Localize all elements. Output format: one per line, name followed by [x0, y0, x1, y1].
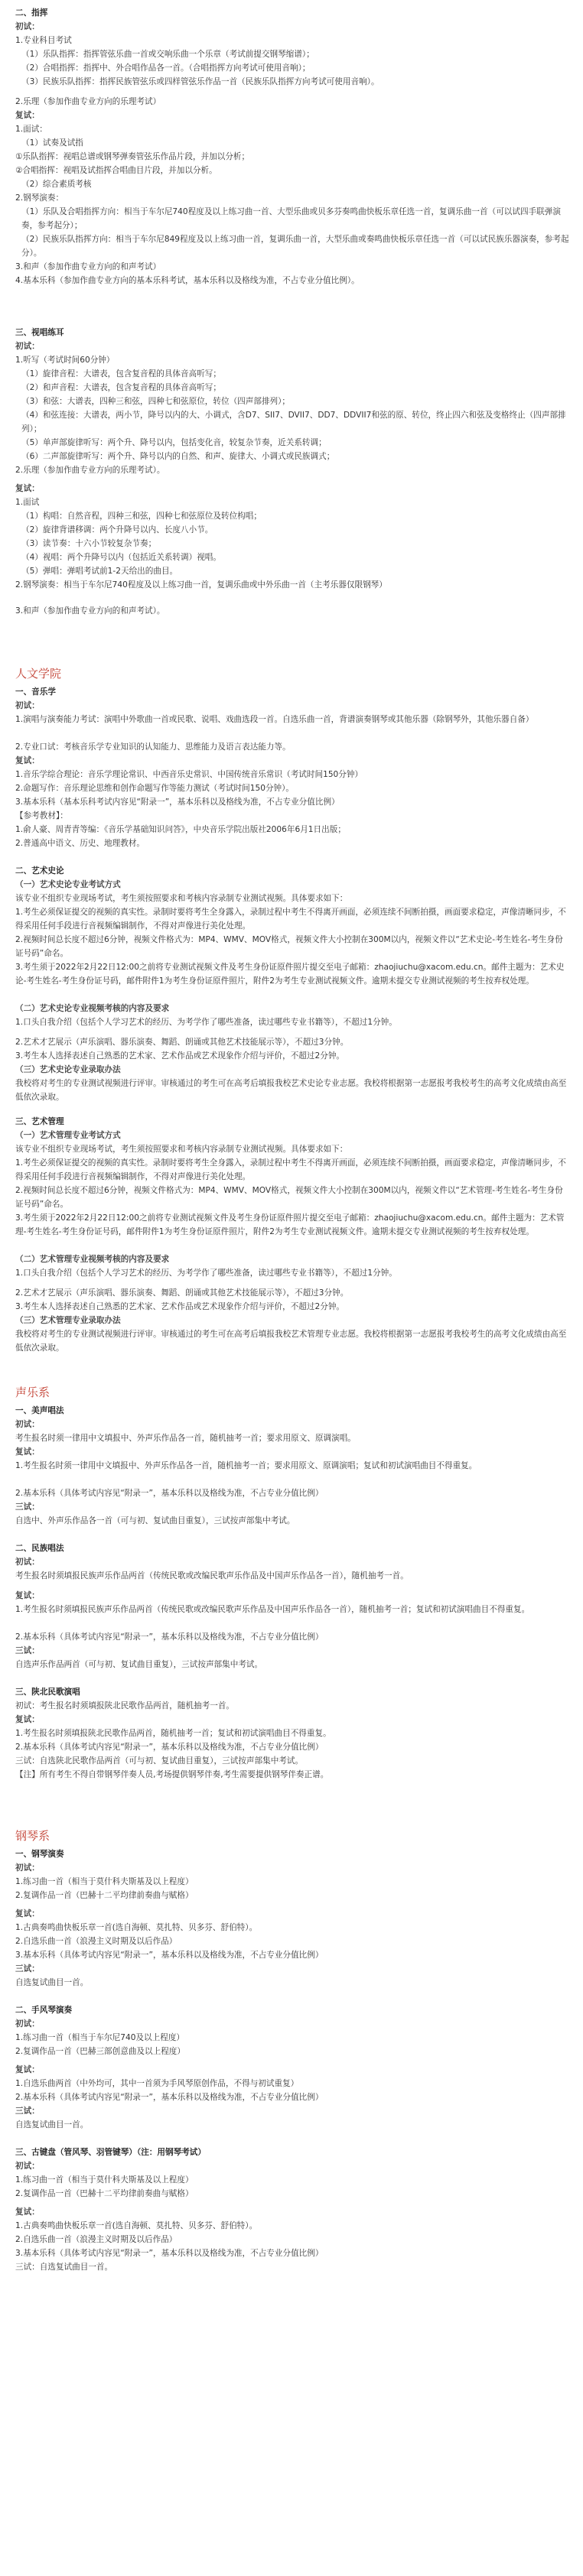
text-line: 3.基本乐科（基本乐科考试内容见“附录一”，基本乐科以及格线为准，不占专业分值比例）: [15, 797, 340, 807]
section-heading: 声乐系: [15, 1385, 50, 1399]
text-line: 1.面试: [15, 498, 40, 507]
text-line: ②合唱指挥：视唱及试指挥合唱曲目片段，并加以分析。: [15, 166, 217, 175]
text-line: 该专业不组织专业现场考试，考生须按照要求和考核内容录制专业测试视频。具体要求如下：: [15, 1145, 348, 1154]
text-line: 复试：: [15, 484, 40, 493]
text-line: （6）二声部旋律听写：两个升、降号以内的自然、和声、旋律大、小调式或民族调式；: [21, 452, 335, 461]
text-line: 复试：: [15, 111, 40, 120]
text-line: （1）试奏及试指: [21, 138, 83, 148]
text-line: 1.古典奏鸣曲快板乐章一首(选自海顿、莫扎特、贝多芬、舒伯特）。: [15, 2221, 258, 2230]
text-line: 2.艺术才艺展示（声乐演唱、器乐演奏、舞蹈、朗诵或其他艺术技能展示等），不超过3分钟。: [15, 1038, 349, 1047]
text-line: 1.古典奏鸣曲快板乐章一首(选自海顿、莫扎特、贝多芬、舒伯特）。: [15, 1923, 258, 1932]
text-line: 1.考生报名时须填报民族声乐作品两首（传统民歌或改编民歌声乐作品及中国声乐作品各一首），随机抽考一首；复试和初试演唱曲目不得重复。: [15, 1605, 530, 1614]
text-line: 复试：: [15, 2065, 40, 2074]
text-line: 初试：: [15, 342, 40, 351]
text-line: （三）艺术史论专业录取办法: [15, 1065, 121, 1074]
text-line: 3.考生须于2022年2月22日12:00之前将专业测试视频文件及考生身份证原件照片提交至电子邮箱：zhaojiuchu@xacom.edu.cn。邮件主题为：艺术史论-考生姓名-考生身份证号码，邮件附件1为考生身份证原件照片，附件2为考生专业测试视频文件。逾期未提交专业测试视频的考生按弃权处理。: [15, 963, 565, 986]
subsection-heading: 二、民族唱法: [15, 1544, 64, 1553]
text-line: （1）构唱：自然音程，四种三和弦，四种七和弦原位及转位构唱；: [21, 512, 262, 521]
text-line: 2.基本乐科（具体考试内容见“附录一”，基本乐科以及格线为准，不占专业分值比例）: [15, 2093, 324, 2102]
text-line: （1）旋律音程：大谱表，包含复音程的具体音高听写；: [21, 369, 221, 378]
text-line: 考生报名时须一律用中文填报中、外声乐作品各一首，随机抽考一首；要求用原文、原调演唱。: [15, 1434, 356, 1443]
text-line: 初试：: [15, 701, 40, 710]
text-line: （2）民族乐队指挥方向：相当于车尔尼849程度及以上练习曲一首，复调乐曲一首，大型乐曲或奏鸣曲快板乐章任选一首（可以试民族乐器演奏，参考起分）。: [21, 235, 569, 258]
text-line: （2）综合素质考核: [21, 180, 92, 189]
text-line: 1.考生报名时须一律用中文填报中、外声乐作品各一首，随机抽考一首；要求用原文、原调演唱；复试和初试演唱曲目不得重复。: [15, 1461, 477, 1470]
text-line: ①乐队指挥：视唱总谱或钢琴弹奏管弦乐作品片段，并加以分析；: [15, 152, 250, 161]
text-line: 4.基本乐科（参加作曲专业方向的基本乐科考试，基本乐科以及格线为准，不占专业分值比例）。: [15, 276, 360, 285]
text-line: 三试：: [15, 2107, 40, 2116]
text-line: 2.钢琴演奏：: [15, 193, 64, 203]
text-line: 2.基本乐科（具体考试内容见“附录一”，基本乐科以及格线为准，不占专业分值比例）: [15, 1743, 324, 1752]
text-line: （二）艺术管理专业视频考核的内容及要求: [15, 1255, 170, 1264]
text-line: 三试：自选陕北民歌作品两首（可与初、复试曲目重复），三试按声部集中考试。: [15, 1756, 304, 1766]
text-line: 1.听写（考试时间60分钟）: [15, 356, 115, 365]
subsection-heading: 三、陕北民歌演唱: [15, 1688, 80, 1697]
subsection-heading: 一、钢琴演奏: [15, 1850, 64, 1859]
text-line: 1.音乐学综合理论：音乐学理论常识、中西音乐史常识、中国传统音乐常识（考试时间150分钟）: [15, 770, 363, 779]
text-line: （5）单声部旋律听写：两个升、降号以内，包括变化音，较复杂节奏，近关系转调；: [21, 438, 327, 447]
text-line: 三试：: [15, 1964, 40, 1973]
text-line: 2.艺术才艺展示（声乐演唱、器乐演奏、舞蹈、朗诵或其他艺术技能展示等），不超过3分钟。: [15, 1288, 349, 1298]
text-line: 自选声乐作品两首（可与初、复试曲目重复），三试按声部集中考试。: [15, 1660, 263, 1669]
text-line: 2.乐理（参加作曲专业方向的乐理考试）: [15, 97, 161, 106]
text-line: 【参考教材】：: [15, 811, 68, 820]
text-line: 3.和声（参加作曲专业方向的和声考试）: [15, 262, 161, 271]
text-line: （2）旋律背谱移调：两个升降号以内、长度八小节。: [21, 525, 213, 534]
text-line: 复试：: [15, 1715, 40, 1724]
text-line: （1）乐队及合唱指挥方向：相当于车尔尼740程度及以上练习曲一首、大型乐曲或贝多芬奏鸣曲快板乐章任选一首，复调乐曲一首（可以试四手联弹演奏，参考起分）；: [21, 207, 561, 230]
text-line: （2）合唱指挥：指挥中、外合唱作品各一首。（合唱指挥方向考试可使用音响）；: [21, 63, 311, 73]
text-line: 1.考生报名时须填报陕北民歌作品两首，随机抽考一首；复试和初试演唱曲目不得重复。: [15, 1729, 331, 1738]
text-line: 1.练习曲一首（相当于莫什科夫斯基及以上程度）: [15, 2175, 194, 2185]
text-line: 我校将对考生的专业测试视频进行评审。审核通过的考生可在高考后填报我校艺术管理专业志愿。我校将根据第一志愿报考我校考生的高考文化成绩由高至低依次录取。: [15, 1330, 567, 1353]
text-line: 1.口头自我介绍（包括个人学习艺术的经历、为考学作了哪些准备，读过哪些专业书籍等），不超过1分钟。: [15, 1269, 397, 1278]
text-line: 3.基本乐科（具体考试内容见“附录一”，基本乐科以及格线为准，不占专业分值比例）: [15, 1951, 324, 1960]
text-line: 1.口头自我介绍（包括个人学习艺术的经历、为考学作了哪些准备，读过哪些专业书籍等），不超过1分钟。: [15, 1018, 397, 1027]
text-line: 2.乐理（参加作曲专业方向的乐理考试）。: [15, 466, 165, 475]
text-line: 1.考生必须保证提交的视频的真实性。录制时要将考生全身露入，录制过程中考生不得离开画面，必须连续不间断拍摄，画面要求稳定，声像清晰同步，不得采用任何手段进行音视频编辑制作，不得对声像进行美化处理。: [15, 908, 566, 931]
text-line: 2.复调作品一首（巴赫三部创意曲及以上程度）: [15, 2047, 185, 2056]
text-line: 2.基本乐科（具体考试内容见“附录一”，基本乐科以及格线为准，不占专业分值比例）: [15, 1632, 324, 1642]
text-line: 自选复试曲目一首。: [15, 1978, 89, 1987]
text-line: 三试：: [15, 1646, 40, 1655]
text-line: 1.练习曲一首（相当于莫什科夫斯基及以上程度）: [15, 1877, 194, 1886]
text-line: 2.专业口试：考核音乐学专业知识的认知能力、思维能力及语言表达能力等。: [15, 742, 291, 752]
text-line: 2.视频时间总长度不超过6分钟，视频文件格式为：MP4、WMV、MOV格式，视频文件大小控制在300M以内，视频文件以“艺术管理-考生姓名-考生身份证号码”命名。: [15, 1186, 563, 1209]
text-line: （5）弹唱：弹唱考试前1-2天给出的曲目。: [21, 567, 178, 576]
subsection-heading: 三、古键盘（管风琴、羽管键琴）（注：用钢琴考试）: [15, 2148, 206, 2157]
subsection-heading: 一、美声唱法: [15, 1406, 64, 1415]
text-line: 1.考生必须保证提交的视频的真实性。录制时要将考生全身露入，录制过程中考生不得离开画面，必须连续不间断拍摄，画面要求稳定，声像清晰同步，不得采用任何手段进行音视频编辑制作，不得对声像进行美化处理。: [15, 1158, 566, 1181]
text-line: （2）和声音程：大谱表，包含复音程的具体音高听写；: [21, 383, 221, 392]
text-line: 初试：: [15, 1420, 40, 1429]
text-line: 我校将对考生的专业测试视频进行评审。审核通过的考生可在高考后填报我校艺术史论专业志愿。我校将根据第一志愿报考我校考生的高考文化成绩由高至低依次录取。: [15, 1079, 567, 1102]
text-line: 初试：: [15, 1863, 40, 1873]
text-line: 初试：考生报名时须填报陕北民歌作品两首，随机抽考一首。: [15, 1701, 235, 1710]
text-line: 2.复调作品一首（巴赫十二平均律前奏曲与赋格）: [15, 2189, 194, 2198]
text-line: 【注】所有考生不得自带钢琴伴奏人员,考场提供钢琴伴奏,考生需要提供钢琴伴奏正谱。: [15, 1770, 329, 1779]
subsection-heading: 三、视唱练耳: [15, 328, 64, 337]
text-line: 3.和声（参加作曲专业方向的和声考试）。: [15, 606, 165, 616]
text-line: 1.面试：: [15, 125, 47, 134]
text-line: 1.练习曲一首（相当于车尔尼740及以上程度）: [15, 2033, 185, 2042]
text-line: （4）视唱：两个升降号以内（包括近关系转调）视唱。: [21, 553, 221, 562]
text-line: 2.基本乐科（具体考试内容见“附录一”，基本乐科以及格线为准，不占专业分值比例）: [15, 1489, 324, 1498]
text-line: （二）艺术史论专业视频考核的内容及要求: [15, 1004, 170, 1013]
text-line: 1.演唱与演奏能力考试：演唱中外歌曲一首或民歌、说唱、戏曲选段一首。自选乐曲一首，背谱演奏钢琴或其他乐器（除钢琴外，其他乐器自备）: [15, 715, 534, 724]
text-line: 3.考生本人选择表述自己熟悉的艺术家、艺术作品或艺术现象作介绍与评价，不超过2分钟。: [15, 1051, 345, 1061]
text-line: 该专业不组织专业现场考试，考生须按照要求和考核内容录制专业测试视频。具体要求如下：: [15, 894, 348, 903]
text-line: 初试：: [15, 22, 40, 31]
text-line: 2.视频时间总长度不超过6分钟，视频文件格式为：MP4、WMV、MOV格式，视频文件大小控制在300M以内，视频文件以“艺术史论-考生姓名-考生身份证号码”命名。: [15, 935, 563, 958]
text-line: 复试：: [15, 2207, 40, 2217]
text-line: （一）艺术史论专业考试方式: [15, 880, 121, 889]
text-line: （4）和弦连接：大谱表，两小节，降号以内的大、小调式，含D7、SII7、DVII7、DD7、DDVII7和弦的原、转位，终止四六和弦及变格终止（四声部排列）；: [21, 411, 566, 434]
text-line: （3）和弦：大谱表，四种三和弦，四种七和弦原位，转位（四声部排列）；: [21, 397, 291, 406]
subsection-heading: 一、音乐学: [15, 687, 56, 697]
text-line: 1.自选乐曲两首（中外均可，其中一首须为手风琴原创作品，不得与初试重复）: [15, 2079, 299, 2088]
text-line: 1.俞人豪、周青青等编：《音乐学基础知识问答》，中央音乐学院出版社2006年6月1日出版；: [15, 825, 346, 834]
text-line: （1）乐队指挥：指挥管弦乐曲一首或交响乐曲一个乐章（考试前提交钢琴缩谱）；: [21, 50, 314, 59]
text-line: 2.普通高中语文、历史、地理教材。: [15, 839, 145, 848]
subsection-heading: 二、艺术史论: [15, 866, 64, 875]
text-line: 考生报名时须填报民族声乐作品两首（传统民歌或改编民歌声乐作品及中国声乐作品各一首），随机抽考一首。: [15, 1571, 409, 1580]
text-line: 复试：: [15, 1591, 40, 1600]
text-line: 2.自选乐曲一首（浪漫主义时期及以后作品）: [15, 1937, 178, 1946]
section-heading: 人文学院: [15, 667, 62, 681]
text-line: 初试：: [15, 1558, 40, 1567]
text-line: 2.钢琴演奏：相当于车尔尼740程度及以上练习曲一首，复调乐曲或中外乐曲一首（主考乐器仅限钢琴）: [15, 580, 387, 590]
text-line: 3.考生须于2022年2月22日12:00之前将专业测试视频文件及考生身份证原件照片提交至电子邮箱：zhaojiuchu@xacom.edu.cn。邮件主题为：艺术管理-考生姓名-考生身份证号码，邮件附件1为考生身份证原件照片，附件2为考生专业测试视频文件。逾期未提交专业测试视频的考生按弃权处理。: [15, 1213, 565, 1236]
text-line: 自选复试曲目一首。: [15, 2120, 89, 2129]
text-line: （一）艺术管理专业考试方式: [15, 1131, 121, 1140]
subsection-heading: 三、艺术管理: [15, 1117, 64, 1126]
text-line: （三）艺术管理专业录取办法: [15, 1316, 121, 1325]
text-line: 1.专业科目考试: [15, 36, 72, 45]
text-line: 初试：: [15, 2162, 40, 2171]
text-line: （3）读节奏：十六小节较复杂节奏；: [21, 539, 157, 548]
text-line: 复试：: [15, 1909, 40, 1918]
text-line: 自选中、外声乐作品各一首（可与初、复试曲目重复），三试按声部集中考试。: [15, 1516, 295, 1525]
text-line: 2.复调作品一首（巴赫十二平均律前奏曲与赋格）: [15, 1891, 194, 1900]
text-line: 初试：: [15, 2019, 40, 2029]
subsection-heading: 二、指挥: [15, 8, 48, 18]
text-line: 三试：: [15, 1502, 40, 1512]
subsection-heading: 二、手风琴演奏: [15, 2006, 73, 2015]
section-heading: 钢琴系: [15, 1829, 50, 1843]
text-line: 复试：: [15, 1447, 40, 1457]
text-line: 3.考生本人选择表述自己熟悉的艺术家、艺术作品或艺术现象作介绍与评价，不超过2分钟。: [15, 1302, 345, 1311]
text-line: 2.命题写作：音乐理论思维和创作命题写作等能力测试（考试时间150分钟）。: [15, 784, 295, 793]
text-line: 复试：: [15, 756, 40, 765]
text-line: 3.基本乐科（具体考试内容见“附录一”，基本乐科以及格线为准，不占专业分值比例）: [15, 2249, 324, 2258]
text-line: （3）民族乐队指挥：指挥民族管弦乐或四样管弦乐作品一首（民族乐队指挥方向考试可使用音响）。: [21, 77, 379, 86]
text-line: 2.自选乐曲一首（浪漫主义时期及以后作品）: [15, 2235, 178, 2244]
text-line: 三试：自选复试曲目一首。: [15, 2263, 113, 2272]
